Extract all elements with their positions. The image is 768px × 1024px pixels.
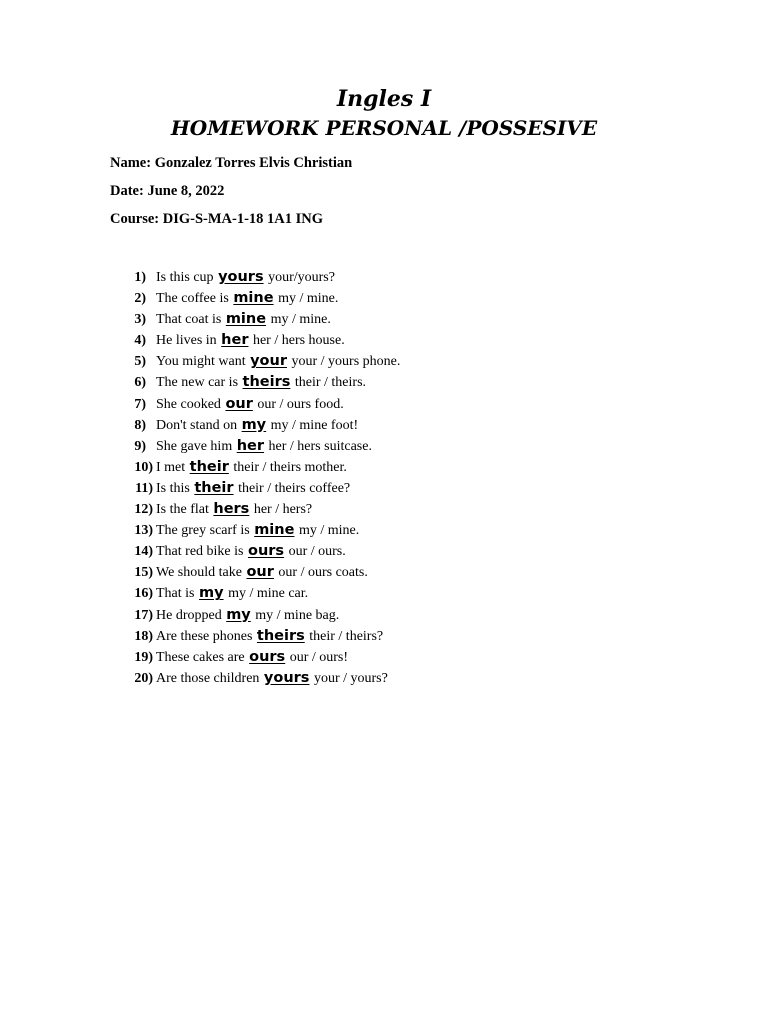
exercise-number: 19) xyxy=(134,649,153,665)
exercise-item xyxy=(0,372,768,393)
sentence-start: Don't stand on xyxy=(156,417,238,433)
exercise-sentence xyxy=(156,330,345,351)
exercise-sentence xyxy=(156,583,308,604)
answer-word: their xyxy=(189,458,229,475)
sentence-options: my / mine. xyxy=(278,291,339,307)
sentence-options: her / hers suitcase. xyxy=(268,438,372,454)
answer-word: her xyxy=(236,437,265,454)
sentence-start: We should take xyxy=(156,565,242,581)
answer-word: mine xyxy=(254,522,295,539)
sentence-start: She cooked xyxy=(156,396,221,412)
exercise-sentence xyxy=(156,351,400,372)
exercise-item xyxy=(0,436,768,457)
answer-word: yours xyxy=(263,669,310,686)
exercise-sentence xyxy=(156,605,339,626)
exercise-item xyxy=(0,583,768,604)
exercise-item xyxy=(0,457,768,478)
exercise-sentence xyxy=(156,647,348,668)
exercise-sentence xyxy=(156,288,338,309)
exercise-number: 14) xyxy=(134,544,153,560)
answer-word: theirs xyxy=(242,374,291,391)
exercise-number: 5) xyxy=(134,354,146,370)
assignment-date: Date: June 8, 2022 xyxy=(110,183,225,199)
exercise-sentence xyxy=(156,372,366,393)
exercise-number: 9) xyxy=(134,438,146,454)
exercise-item xyxy=(0,309,768,330)
exercise-number: 17) xyxy=(134,607,153,623)
sentence-start: Are those children xyxy=(156,670,260,686)
answer-word: mine xyxy=(233,290,274,307)
exercise-sentence xyxy=(156,668,388,689)
sentence-options: their / theirs? xyxy=(309,628,384,644)
sentence-options: your / yours phone. xyxy=(291,354,401,370)
answer-word: ours xyxy=(249,648,286,665)
sentence-start: He lives in xyxy=(156,333,217,349)
sentence-options: their / theirs coffee? xyxy=(238,480,351,496)
exercise-item xyxy=(0,351,768,372)
exercise-item xyxy=(0,520,768,541)
student-name: Name: Gonzalez Torres Elvis Christian xyxy=(110,155,353,171)
document-title: Ingles I xyxy=(336,86,432,112)
exercise-sentence xyxy=(156,309,331,330)
exercise-number: 3) xyxy=(134,312,146,328)
sentence-options: my / mine. xyxy=(270,312,331,328)
sentence-options: their / theirs. xyxy=(294,375,367,391)
exercise-number: 8) xyxy=(134,417,146,433)
exercise-item xyxy=(0,330,768,351)
exercise-item xyxy=(0,415,768,436)
exercise-item xyxy=(0,626,768,647)
exercise-sentence xyxy=(156,478,350,499)
sentence-start: Is the flat xyxy=(156,502,209,518)
exercise-sentence xyxy=(156,436,372,457)
exercise-item xyxy=(0,668,768,689)
sentence-start: Is this xyxy=(156,480,190,496)
exercise-item xyxy=(0,647,768,668)
sentence-options: our / ours. xyxy=(288,544,346,560)
answer-word: our xyxy=(246,564,274,581)
sentence-options: my / mine bag. xyxy=(255,607,340,623)
document-subtitle: HOMEWORK PERSONAL /POSSESIVE xyxy=(170,116,598,140)
exercise-number: 20) xyxy=(134,670,153,686)
exercise-number: 10) xyxy=(134,459,153,475)
exercise-item xyxy=(0,478,768,499)
sentence-start: Is this cup xyxy=(156,270,214,285)
answer-word: yours xyxy=(218,269,264,285)
exercise-sentence xyxy=(156,562,368,583)
sentence-options: their / theirs mother. xyxy=(233,459,347,475)
exercise-sentence xyxy=(156,520,359,541)
answer-word: ours xyxy=(247,543,285,560)
sentence-options: your/yours? xyxy=(268,270,335,285)
exercise-sentence xyxy=(156,541,346,562)
exercise-sentence xyxy=(156,626,383,647)
exercise-number: 6) xyxy=(134,375,146,391)
exercise-item xyxy=(0,394,768,415)
sentence-start: That coat is xyxy=(156,312,222,328)
exercise-list xyxy=(0,267,768,689)
sentence-options: our / ours! xyxy=(289,649,349,665)
sentence-options: my / mine. xyxy=(298,523,360,539)
exercise-number: 13) xyxy=(134,523,153,539)
exercise-sentence xyxy=(156,267,335,288)
sentence-start: I met xyxy=(156,459,186,475)
exercise-item xyxy=(0,605,768,626)
sentence-start: These cakes are xyxy=(156,649,245,665)
sentence-options: your / yours? xyxy=(313,670,388,686)
sentence-options: her / hers house. xyxy=(252,333,345,349)
sentence-options: our / ours food. xyxy=(257,396,344,412)
answer-word: mine xyxy=(225,311,267,328)
exercise-item xyxy=(0,499,768,520)
answer-word: my xyxy=(241,416,267,433)
exercise-number: 16) xyxy=(134,586,153,602)
sentence-options: my / mine car. xyxy=(228,586,309,602)
answer-word: my xyxy=(199,585,224,602)
answer-word: my xyxy=(226,606,251,623)
exercise-item xyxy=(0,541,768,562)
sentence-start: Are these phones xyxy=(156,628,253,644)
exercise-number: 11) xyxy=(135,480,153,496)
answer-word: your xyxy=(250,353,287,370)
sentence-start: That is xyxy=(156,586,195,602)
course-code: Course: DIG-S-MA-1-18 1A1 ING xyxy=(110,211,324,227)
answer-word: their xyxy=(194,479,234,496)
sentence-start: He dropped xyxy=(156,607,222,623)
sentence-options: our / ours coats. xyxy=(278,565,368,581)
sentence-start: That red bike is xyxy=(156,544,244,560)
exercise-number: 15) xyxy=(134,565,153,581)
sentence-options: her / hers? xyxy=(253,502,313,518)
exercise-item xyxy=(0,288,768,309)
sentence-start: She gave him xyxy=(156,438,233,454)
answer-word: her xyxy=(221,332,249,349)
answer-word: our xyxy=(225,395,253,412)
exercise-sentence xyxy=(156,394,344,415)
exercise-item xyxy=(0,267,768,288)
answer-word: hers xyxy=(213,501,250,518)
exercise-number: 7) xyxy=(134,396,146,412)
sentence-start: The new car is xyxy=(156,375,239,391)
exercise-sentence xyxy=(156,415,358,436)
sentence-start: You might want xyxy=(156,354,246,370)
exercise-sentence xyxy=(156,499,312,520)
sentence-start: The coffee is xyxy=(156,291,229,307)
exercise-sentence xyxy=(156,457,347,478)
exercise-number: 2) xyxy=(134,291,146,307)
answer-word: theirs xyxy=(256,627,305,644)
exercise-number: 4) xyxy=(134,333,146,349)
exercise-number: 1) xyxy=(134,270,146,285)
sentence-options: my / mine foot! xyxy=(270,417,359,433)
exercise-number: 12) xyxy=(134,502,153,518)
exercise-number: 18) xyxy=(134,628,153,644)
sentence-start: The grey scarf is xyxy=(156,523,250,539)
exercise-item xyxy=(0,562,768,583)
